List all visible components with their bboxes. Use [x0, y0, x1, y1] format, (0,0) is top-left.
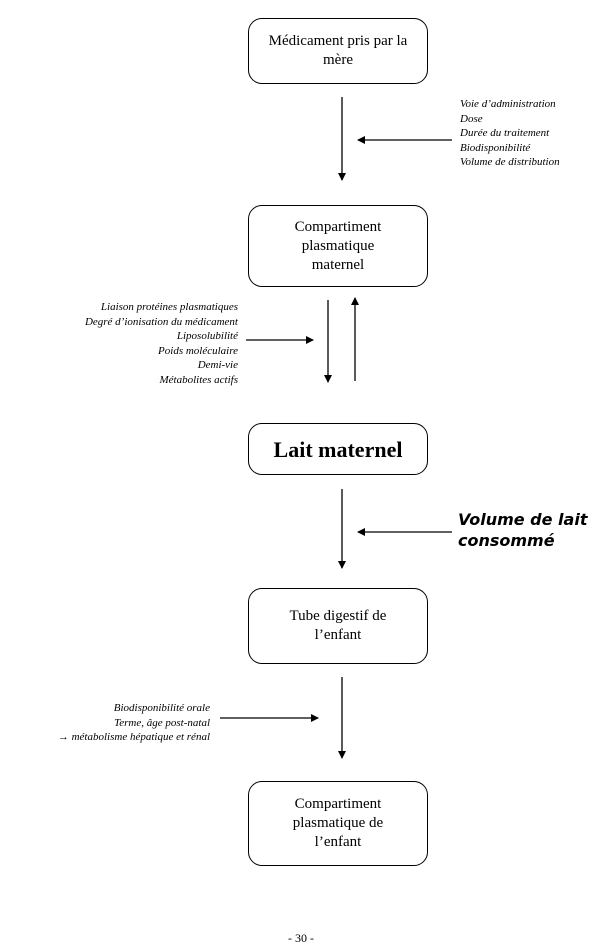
factor-item: Liposolubilité [176, 330, 238, 342]
box-lait-maternel-label: Lait maternel [273, 436, 403, 462]
factor-item: Durée du traitement [460, 127, 550, 139]
factor-item: consommé [458, 531, 555, 550]
factor-item: Dose [460, 112, 483, 125]
factor-item: Biodisponibilité orale [113, 702, 210, 714]
box-compartiment-maternel-label: Compartiment plasmatique maternel [294, 218, 382, 273]
factor-item: Demi-vie [197, 359, 238, 371]
factor-item: Biodisponibilité [460, 141, 531, 154]
factor-item: Liaison protéines plasmatiques [100, 301, 238, 313]
box-tube-digestif-label: Tube digestif de l’enfant [289, 608, 387, 643]
page-number: - 30 - [288, 931, 314, 945]
factor-item: Poids moléculaire [158, 344, 238, 357]
factor-item: Volume de distribution [460, 156, 560, 168]
factor-item: Métabolites actifs [159, 373, 238, 386]
factor-item: Volume de lait [458, 510, 588, 529]
factor-item: Degré d’ionisation du médicament [84, 315, 238, 328]
box-medicament-mere-label: Médicament pris par la mère [268, 33, 408, 68]
factor-item: Terme, âge post-natal [114, 716, 210, 729]
factor-item: → métabolisme hépatique et rénal [57, 731, 210, 743]
box-compartiment-enfant-label: Compartiment plasmatique de l’enfant [292, 796, 384, 850]
factor-item: Voie d’administration [460, 98, 556, 110]
